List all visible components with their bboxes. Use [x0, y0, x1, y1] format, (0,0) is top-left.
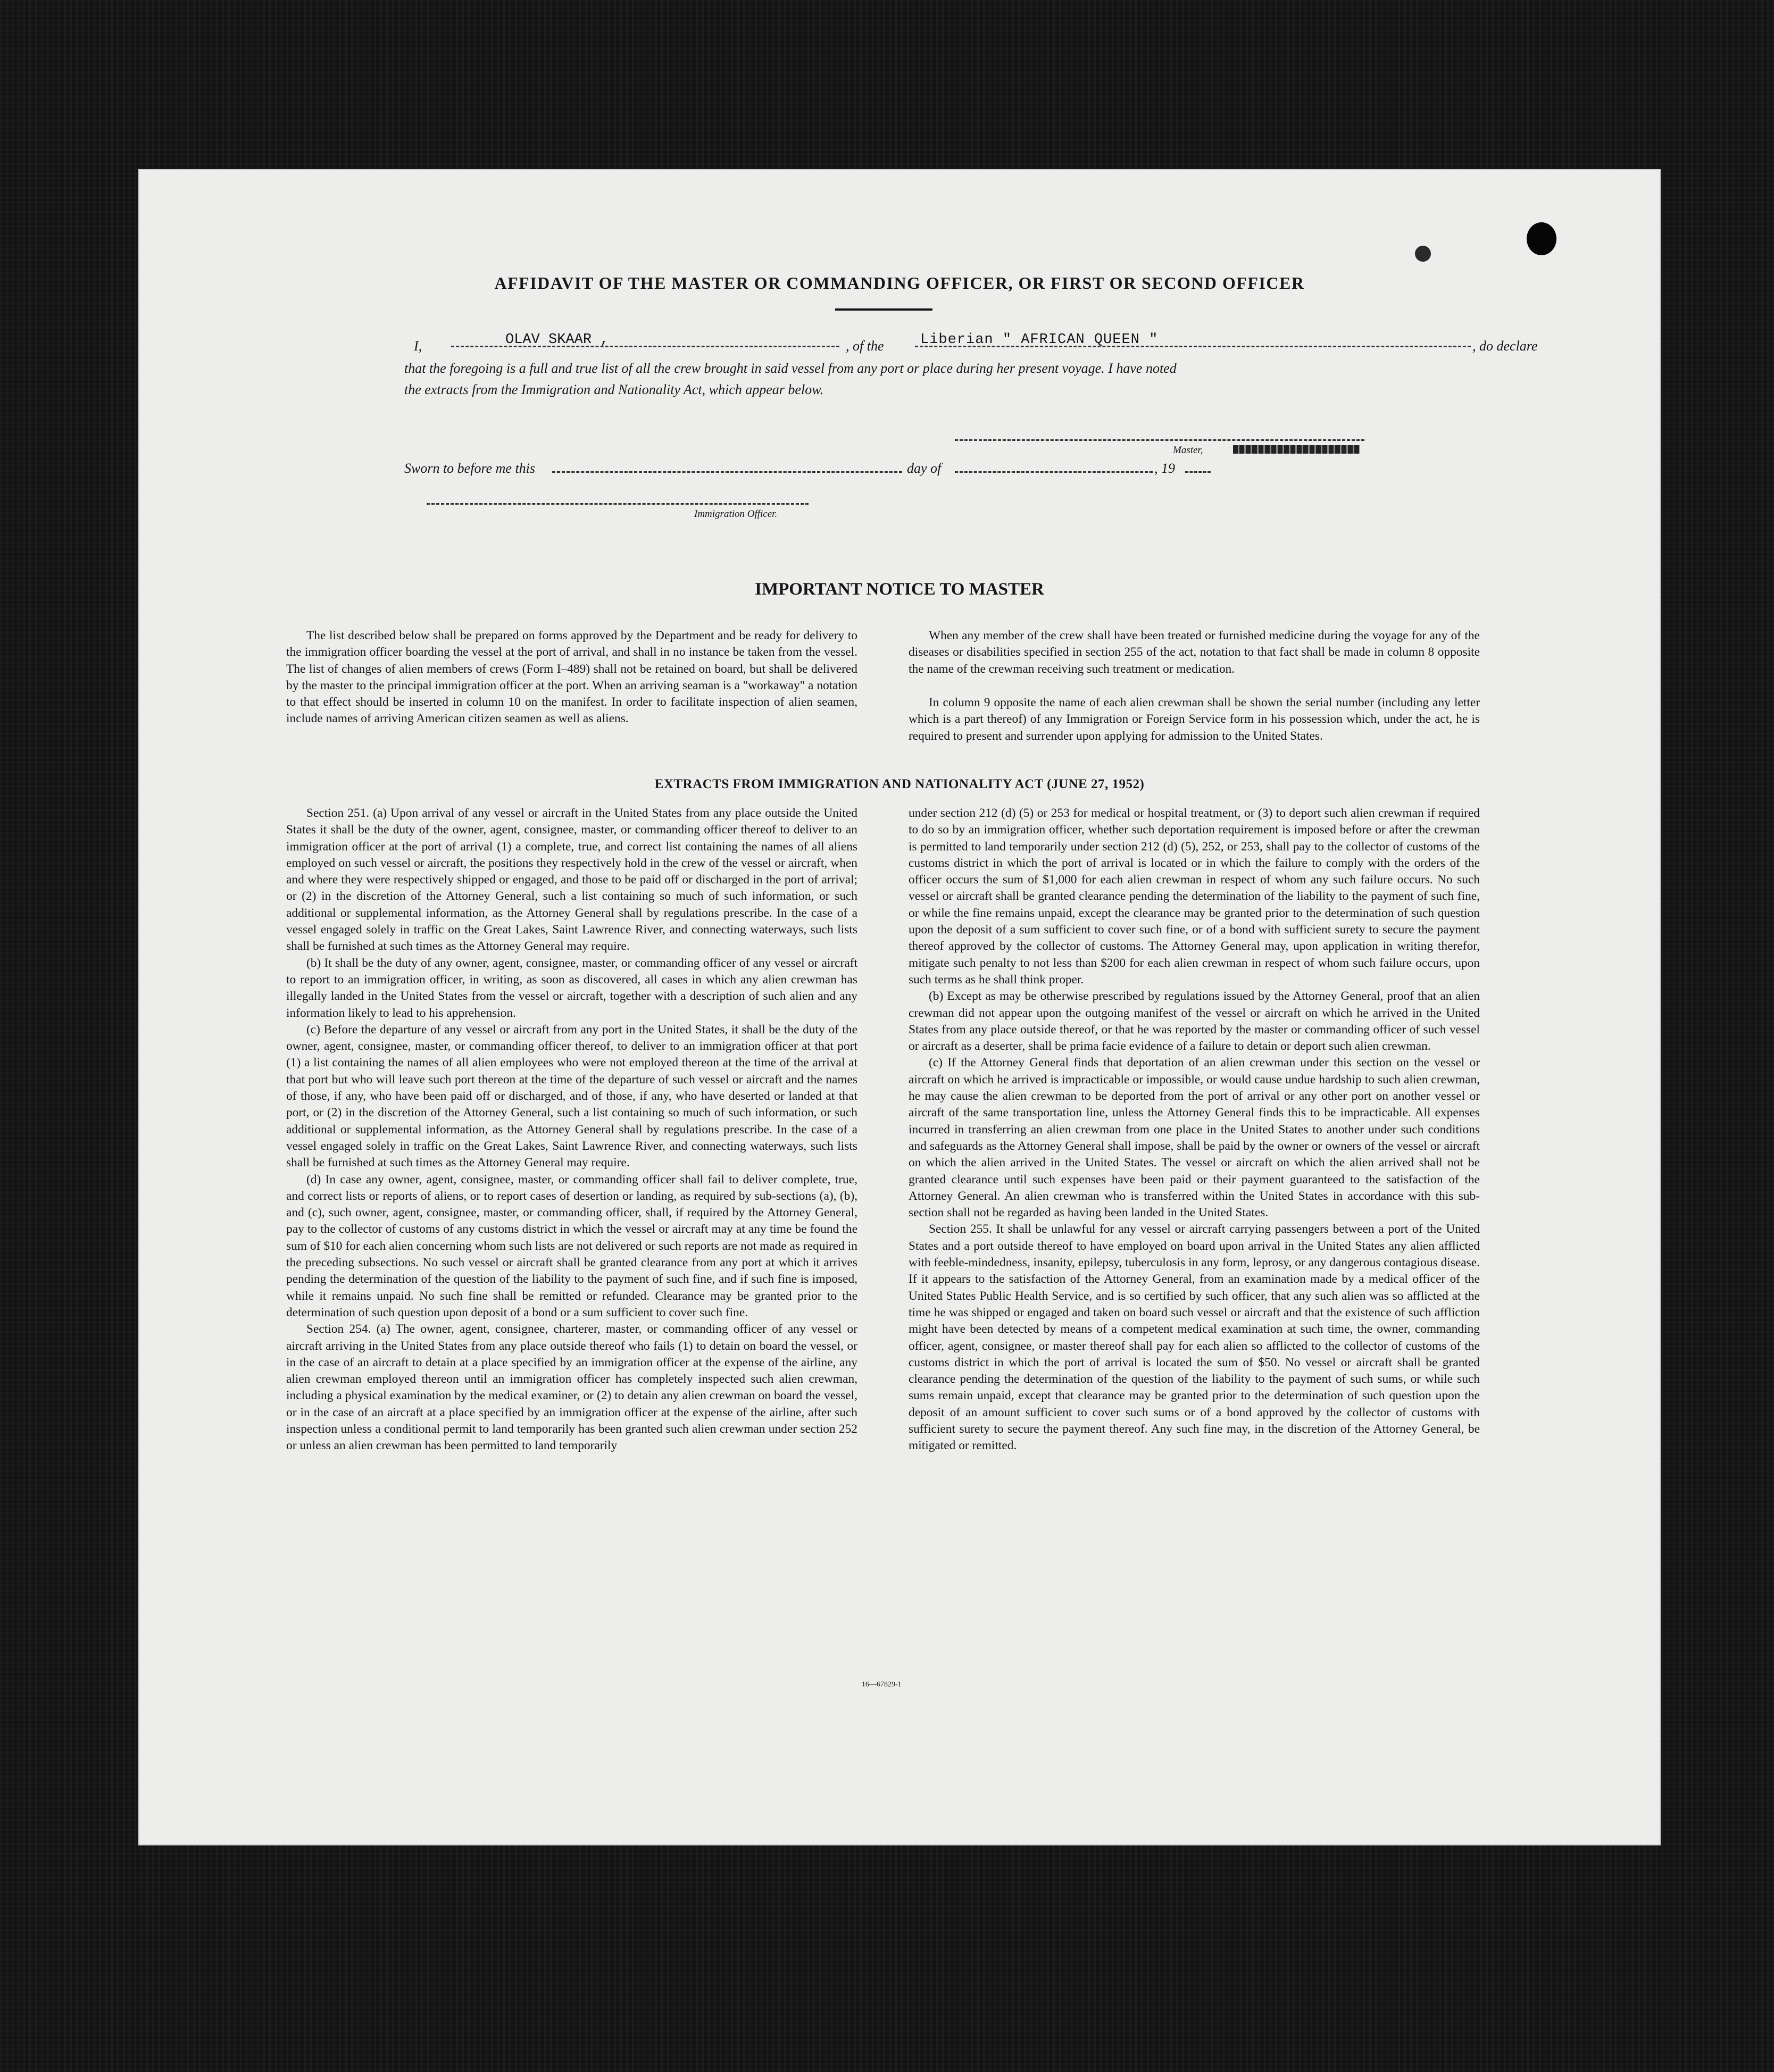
sworn-year-line: [1185, 471, 1211, 473]
year-label: , 19: [1154, 461, 1175, 476]
section-255: Section 255. It shall be unlawful for any vessel or aircraft carrying passengers between a port of the United States and a port outside thereof to have employed on board upon arrival in the United States any alien afflicted with feeble-mindedness, insanity, epilepsy, tuberculosis in any form, leprosy, or any dangerous contagious disease. If it appears to the satisfaction of the Attorney General, from an examination made by a medical officer of the United States Public Health Service, and is so certified by such officer, that any such alien was so afflicted at the time he was shipped or engaged and taken on board such vessel or aircraft and that the existence of such affliction might have been detected by means of a competent medical examination at such time, the owner, commanding officer, agent, consignee, or master thereof shall pay for each alien so afflicted to the collector of customs of the customs district in which the port of arrival is located the sum of $50. No vessel or aircraft shall be granted clearance pending the determination of the question of the liability to the payment of such sums, or while such sums remain unpaid, except that clearance may be granted prior to the determination of such question upon the deposit of an amount sufficient to cover such sums or of a bond approved by the collector of customs with sufficient surety to secure the payment thereof. Any such fine may, in the discretion of the Attorney General, be mitigated or remitted.: [909, 1222, 1480, 1453]
section-254-a-continued: under section 212 (d) (5) or 253 for medical or hospital treatment, or (3) to deport such alien crewman if required to do so by an immigration officer, whether such deportation requirement is imposed before or after the crewman is permitted to land temporarily under section 212 (d) (5), 252, or 253, shall pay to the collector of customs of the customs district in which the port of arrival is located or in which the failure to comply with the orders of the officer occurs the sum of $1,000 for each alien crewman in respect of whom any such failure occurs. No such vessel or aircraft shall be granted clearance pending the determination of the liability to the payment of such fine, or while the fine remains unpaid, except the clearance may be granted prior to the determination of such question upon the deposit of a sum sufficient to cover such fine, or of a bond with sufficient surety to secure the payment thereof approved by the collector of customs. The Attorney General may, upon application in writing therefor, mitigate such penalty to not less than $200 for each alien crewman in respect of whom such failure occurs, upon such terms as he shall think proper.: [909, 806, 1480, 987]
sworn-label: Sworn to before me this: [404, 461, 536, 476]
notice-title: IMPORTANT NOTICE TO MASTER: [755, 580, 1044, 599]
declaration-prefix: I,: [414, 338, 422, 354]
sworn-month-line: [955, 471, 1153, 473]
extracts-left-column: [286, 805, 857, 1455]
master-signature-line: [955, 439, 1364, 441]
affidavit-title: AFFIDAVIT OF THE MASTER OR COMMANDING OFFICER, OR FIRST OR SECOND OFFICER: [494, 273, 1305, 293]
notice-right-paragraph-1: When any member of the crew shall have been treated or furnished medicine during the voyage for any of the diseases or disabilities specified in section 255 of the act, notation to that fact shall be made in column 8 opposite the name of the crewman receiving such treatment or medication.: [909, 629, 1480, 676]
section-254-c: (c) If the Attorney General finds that deportation of an alien crewman under this section on the vessel or aircraft on which he arrived is impracticable or impossible, or would cause undue hardship to such alien crewman, he may cause the alien crewman to be deported from the port of arrival or any other port on another vessel or aircraft of the same transportation line, unless the Attorney General finds this to be impracticable. All expenses incurred in transferring an alien crewman from one place in the United States to another under such conditions and safeguards as the Attorney General shall impose, shall be paid by the owner or owners of the vessel or aircraft on which the alien arrived in the United States. The vessel or aircraft on which the alien arrived shall not be granted clearance until such expenses have been paid or their payment guaranteed to the satisfaction of the Attorney General. An alien crewman who is transferred within the United States in accordance with this sub-section shall not be regarded as having been landed in the United States.: [909, 1056, 1480, 1220]
declaration-line-3: the extracts from the Immigration and Nationality Act, which appear below.: [404, 382, 824, 397]
notice-right-paragraph-2: In column 9 opposite the name of each alien crewman shall be shown the serial number (including any letter which is a part thereof) of any Immigration or Foreign Service form in his possession which, under the act, he is required to present and surrender upon applying for admission to the United States.: [909, 696, 1480, 743]
extracts-right-column: [909, 805, 1480, 1455]
title-rule: [835, 308, 932, 311]
master-caption: Master,: [1173, 445, 1203, 456]
of-the-label: , of the: [846, 338, 884, 354]
day-of-label: day of: [907, 461, 942, 476]
section-251-b: (b) It shall be the duty of any owner, agent, consignee, master, or commanding officer of any vessel or aircraft to report to an immigration officer, in writing, as soon as discovered, all cases in which any alien crewman has illegally landed in the United States from the vessel or aircraft, together with a description of such alien and any information likely to lead to his apprehension.: [286, 956, 857, 1020]
vessel-name: Liberian " AFRICAN QUEEN ": [920, 332, 1159, 348]
affidavit-page: [138, 169, 1661, 1845]
master-name: OLAV SKAAR ,: [505, 332, 609, 348]
declaration-line-2: that the foregoing is a full and true list of all the crew brought in said vessel from any port or place during her present voyage. I have noted: [404, 361, 1177, 376]
section-251-d: (d) In case any owner, agent, consignee, master, or commanding officer shall fail to deliver complete, true, and correct lists or reports of aliens, or to report cases of desertion or landing, as required by sub-sections (a), (b), and (c), such owner, agent, consignee, master, or commanding officer, shall, if required by the Attorney General, pay to the collector of customs of any customs district in which the vessel or aircraft may at any time be found the sum of $10 for each alien concerning whom such lists are not delivered or such reports are not made as required in the preceding subsections. No such vessel or aircraft shall be granted clearance from any port at which it arrives pending the determination of the question of the liability to the payment of such fine, and if such fine is imposed, while it remains unpaid. No such fine shall be remitted or refunded. Clearance may be granted prior to the determination of such question upon deposit of a bond or a sum sufficient to cover such fine.: [286, 1172, 857, 1319]
section-254-a: Section 254. (a) The owner, agent, consignee, charterer, master, or commanding officer of any vessel or aircraft arriving in the United States from any place outside thereof who fails (1) to detain on board the vessel, or in the case of an aircraft to detain at a place specified by an immigration officer at the expense of the airline, any alien crewman employed thereon until an immigration officer has completely inspected such alien crewman, including a physical examination by the medical examiner, or (2) to detain any alien crewman on board the vessel, or in the case of an aircraft at a place specified by an immigration officer at the expense of the airline, after such inspection unless a conditional permit to land temporarily has been granted such alien crewman under section 252 or unless an alien crewman has been permitted to land temporarily: [286, 1322, 857, 1453]
do-declare-label: , do declare: [1472, 338, 1538, 354]
ink-smudge: [1415, 246, 1431, 262]
extracts-title: EXTRACTS FROM IMMIGRATION AND NATIONALITY ACT (JUNE 27, 1952): [654, 777, 1145, 791]
officer-caption: Immigration Officer.: [694, 508, 778, 520]
section-254-b: (b) Except as may be otherwise prescribed by regulations issued by the Attorney General, proof that an alien crewman did not appear upon the outgoing manifest of the vessel or aircraft on which he arrived in the United States from any place outside thereof, or that he was reported by the master or commanding officer of such vessel or aircraft as a deserter, shall be prima facie evidence of a failure to detain or deport such alien crewman.: [909, 989, 1480, 1054]
notice-left-paragraph: The list described below shall be prepared on forms approved by the Department and be ready for delivery to the immigration officer boarding the vessel at the port of arrival, and shall in no instance be taken from the vessel. The list of changes of alien members of crews (Form I–489) shall not be retained on board, but shall be delivered by the master to the principal immigration officer at the port. When an arriving seaman is a "workaway" a notation to that effect should be inserted in column 10 on the manifest. In order to facilitate inspection of alien seamen, include names of arriving American citizen seamen as well as aliens.: [286, 629, 857, 726]
ink-blot: [1527, 222, 1556, 255]
officer-signature-line: [427, 503, 809, 505]
section-251-a: Section 251. (a) Upon arrival of any vessel or aircraft in the United States from any place outside the United States it shall be the duty of the owner, agent, consignee, master, or commanding officer thereof to deliver to an immigration officer at the port of arrival (1) a complete, true, and correct list containing the names of all aliens employed on such vessel or aircraft, the positions they respectively hold in the crew of the vessel or aircraft, when and where they were respectively shipped or engaged, and those to be paid off or discharged in the port of arrival; or (2) in the discretion of the Attorney General, such a list containing so much of such information, or such additional or supplemental information, as the Attorney General shall by regulations prescribe. In the case of a vessel engaged solely in traffic on the Great Lakes, Saint Lawrence River, and connecting waterways, such lists shall be furnished at such times as the Attorney General may require.: [286, 806, 857, 954]
print-code: 16—67829-1: [862, 1681, 902, 1689]
section-251-c: (c) Before the departure of any vessel or aircraft from any port in the United States, it shall be the duty of the owner, agent, consignee, master, or commanding officer thereof, to deliver to an immigration officer at that port (1) a list containing the names of all alien employees who were not employed thereon at the time of the arrival at that port but who will leave such port thereon at the time of the departure of such vessel or aircraft and the names of those, if any, who have been paid off or discharged, and of those, if any, who have deserted or landed at that port, or (2) in the discretion of the Attorney General, such a list containing so much of such information, or such additional or supplemental information, as the Attorney General shall by regulations prescribe. In the case of a vessel engaged solely in traffic on the Great Lakes, Saint Lawrence River, and connecting waterways, such lists shall be furnished at such times as the Attorney General may require.: [286, 1022, 857, 1170]
struck-out-text: [1233, 445, 1360, 454]
sworn-day-line: [552, 471, 902, 473]
